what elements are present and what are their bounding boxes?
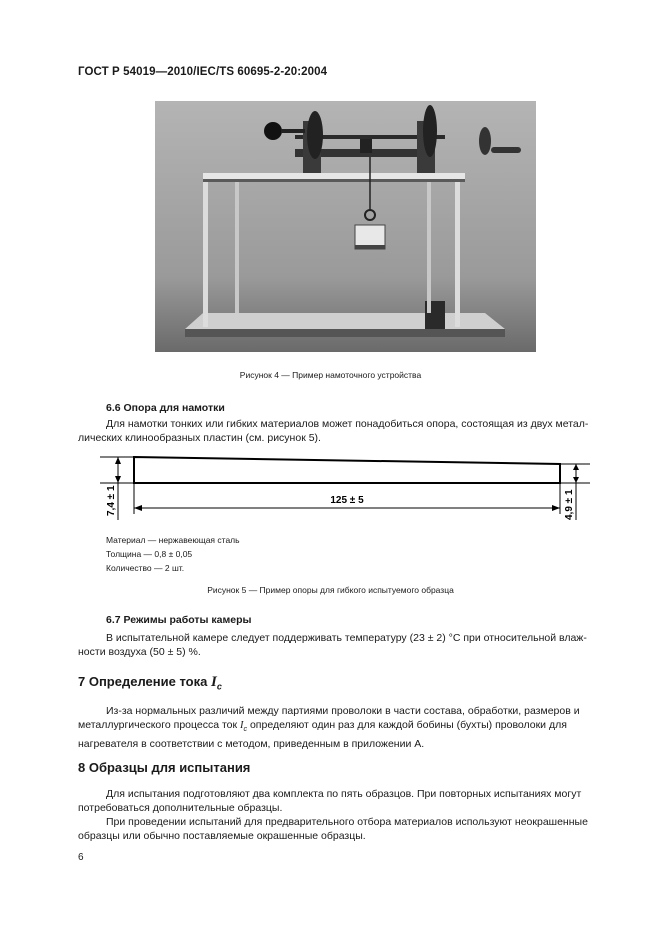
text-line: При проведении испытаний для предварительного отбора материалов используют неокрашенные (106, 816, 588, 828)
section-7-heading (78, 674, 222, 692)
text-fragment: определяют один раз для каждой бобины (бухты) проволоки для (249, 719, 567, 731)
section-8-title: 8 Образцы для испытания (78, 760, 251, 775)
text-line: образцы или обычно поставляемые окрашенные образцы. (78, 830, 366, 842)
dimension-left-label: 7,4 ± 1 (106, 485, 117, 516)
text-line: потребоваться дополнительные образцы. (78, 802, 283, 814)
section-6-7-title: 6.7 Режимы работы камеры (106, 614, 252, 626)
text-line: Для намотки тонких или гибких материалов может понадобиться опора, состоящая из двух метал- (106, 418, 589, 430)
text-line: Для испытания подготовляют два комплекта по пять образцов. При повторных испытаниях могут (106, 788, 582, 800)
wedge-plate-drawing (100, 452, 600, 532)
text-fragment: металлургического процесса ток (78, 719, 238, 731)
drawing-notes (106, 533, 240, 575)
text-line: ности воздуха (50 ± 5) %. (78, 646, 201, 658)
current-symbol-inline: I (240, 720, 244, 731)
note-material: Материал — нержавеющая сталь (106, 535, 240, 545)
document-header: ГОСТ Р 54019—2010/IEC/TS 60695-2-20:2004 (78, 66, 328, 78)
figure-4-caption: Рисунок 4 — Пример намоточного устройства (239, 370, 422, 380)
section-8-text (78, 787, 614, 843)
section-7-text (78, 704, 614, 751)
current-subscript-inline: c (243, 726, 248, 734)
text-line (78, 718, 614, 737)
text-line: нагревателя в соответствии с методом, приведенным в приложении А. (78, 738, 425, 751)
text-line: В испытательной камере следует поддерживать температуру (23 ± 2) °С при относительной влаж- (106, 632, 587, 644)
note-thickness: Толщина — 0,8 ± 0,05 (106, 549, 193, 559)
note-quantity: Количество — 2 шт. (106, 563, 185, 573)
text-line: Из-за нормальных различий между партиями проволоки в части состава, обработки, размеров и (106, 705, 580, 717)
current-subscript: c (216, 681, 222, 692)
winding-device-photo (155, 101, 536, 352)
text-line: лических клинообразных пластин (см. рисунок 5). (78, 432, 321, 444)
section-6-6-text (78, 417, 614, 445)
page-number: 6 (78, 852, 84, 863)
current-symbol: I (210, 674, 217, 690)
dimension-length-label: 125 ± 5 (330, 495, 364, 506)
figure-5-caption: Рисунок 5 — Пример опоры для гибкого испытуемого образца (207, 585, 454, 595)
section-7-title: 7 Определение тока (78, 674, 208, 689)
section-6-7-text (78, 631, 614, 659)
dimension-right-label: 4,9 ± 1 (564, 489, 575, 520)
section-6-6-title: 6.6 Опора для намотки (106, 402, 225, 414)
